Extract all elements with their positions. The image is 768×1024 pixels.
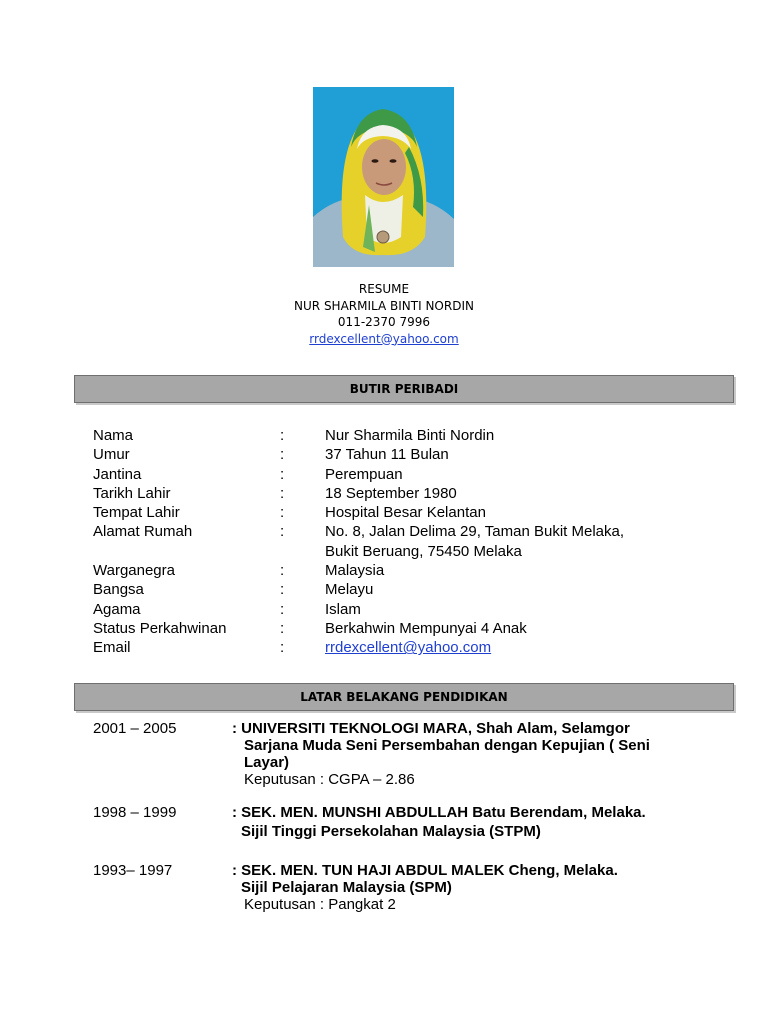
detail-row-status-perkahwinan	[93, 619, 713, 638]
detail-label: Nama	[93, 427, 134, 444]
detail-separator: :	[280, 446, 285, 464]
education-qualification: Sijil Pelajaran Malaysia (SPM)	[241, 879, 452, 896]
profile-photo	[313, 87, 454, 267]
detail-label: Bangsa	[93, 581, 144, 599]
email-link[interactable]: rrdexcellent@yahoo.com	[325, 639, 492, 657]
detail-value: Hospital Besar Kelantan	[325, 504, 486, 522]
detail-value	[325, 638, 713, 657]
education-details	[232, 862, 682, 913]
detail-row-umur	[93, 445, 713, 464]
detail-value: Melayu	[325, 581, 374, 599]
candidate-email-link[interactable]: rrdexcellent@yahoo.com	[309, 331, 459, 346]
detail-separator: :	[280, 600, 285, 618]
detail-row-tempat-lahir	[93, 503, 713, 522]
detail-value: 37 Tahun 11 Bulan	[325, 446, 449, 464]
detail-label: Alamat Rumah	[93, 523, 193, 541]
candidate-phone: 011-2370 7996	[337, 315, 431, 329]
detail-separator: :	[280, 427, 285, 444]
education-details	[232, 804, 682, 840]
detail-label: Umur	[93, 446, 130, 464]
resume-title: RESUME	[358, 282, 410, 296]
section-heading-personal: BUTIR PERIBADI	[74, 375, 734, 403]
education-qualification-cont: Layar)	[244, 754, 290, 771]
detail-separator: :	[280, 504, 285, 522]
detail-label: Agama	[93, 600, 141, 618]
detail-value: Islam	[325, 600, 361, 618]
detail-row-agama	[93, 600, 713, 619]
address-line-1: No. 8, Jalan Delima 29, Taman Bukit Melaka,	[325, 523, 625, 541]
detail-separator: :	[280, 639, 285, 657]
detail-label: Status Perkahwinan	[93, 619, 227, 637]
detail-separator: :	[280, 562, 285, 580]
education-institution: : SEK. MEN. TUN HAJI ABDUL MALEK Cheng, Melaka.	[232, 862, 618, 879]
detail-label: Tarikh Lahir	[93, 484, 171, 502]
personal-details	[93, 426, 713, 658]
section-heading-education: LATAR BELAKANG PENDIDIKAN	[74, 683, 734, 711]
detail-row-tarikh-lahir	[93, 484, 713, 503]
detail-value: Nur Sharmila Binti Nordin	[325, 427, 495, 444]
detail-row-alamat-rumah	[93, 522, 713, 561]
detail-value: Berkahwin Mempunyai 4 Anak	[325, 619, 527, 637]
education-institution: : UNIVERSITI TEKNOLOGI MARA, Shah Alam, Selamgor	[232, 720, 630, 737]
detail-separator: :	[280, 484, 285, 502]
detail-separator: :	[280, 523, 285, 541]
resume-header	[0, 281, 768, 347]
education-years: 2001 – 2005	[93, 720, 177, 737]
detail-label: Email	[93, 639, 131, 657]
education-years: 1998 – 1999	[93, 804, 177, 821]
education-institution: : SEK. MEN. MUNSHI ABDULLAH Batu Berendam, Melaka.	[232, 804, 646, 821]
detail-value	[325, 522, 713, 561]
detail-row-nama	[93, 426, 713, 445]
detail-value: Malaysia	[325, 562, 385, 580]
detail-row-jantina	[93, 465, 713, 484]
detail-separator: :	[280, 581, 285, 599]
education-qualification: Sarjana Muda Seni Persembahan dengan Kepujian ( Seni	[244, 737, 650, 754]
detail-label: Jantina	[93, 465, 142, 483]
education-qualification: Sijil Tinggi Persekolahan Malaysia (STPM)	[241, 823, 541, 840]
detail-value: 18 September 1980	[325, 484, 457, 502]
address-line-2: Bukit Beruang, 75450 Melaka	[325, 542, 522, 560]
detail-row-email	[93, 638, 713, 657]
detail-label: Warganegra	[93, 562, 175, 580]
detail-row-bangsa	[93, 580, 713, 599]
detail-separator: :	[280, 465, 285, 483]
detail-value: Perempuan	[325, 465, 403, 483]
detail-separator: :	[280, 619, 285, 637]
education-years: 1993– 1997	[93, 862, 173, 879]
detail-label: Tempat Lahir	[93, 504, 180, 522]
candidate-name: NUR SHARMILA BINTI NORDIN	[294, 298, 474, 313]
education-result: Keputusan : CGPA – 2.86	[244, 771, 415, 788]
education-result: Keputusan : Pangkat 2	[244, 896, 396, 913]
education-details	[232, 720, 682, 788]
detail-row-warganegra	[93, 561, 713, 580]
